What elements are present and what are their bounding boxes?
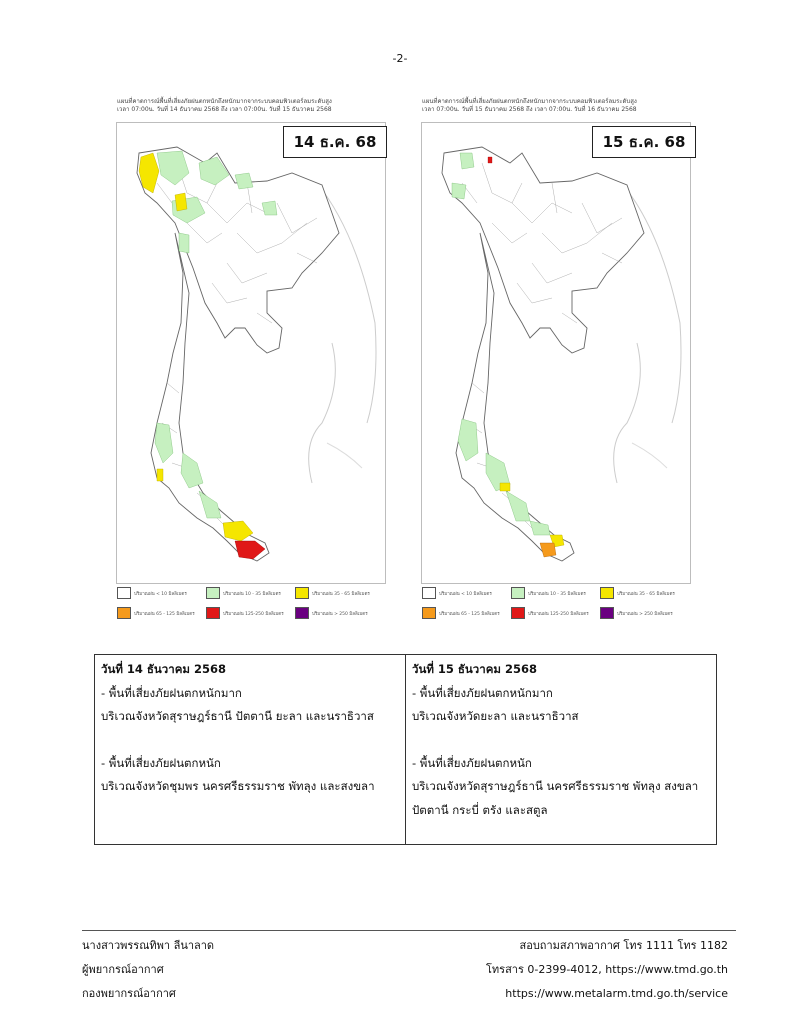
map-header-line1: แผนที่คาดการณ์พื้นที่เสี่ยงภัยฝนตกหนักถึงหนักมากจากระบบคอมพิวเตอร์ลมระดับสูง [422, 98, 637, 105]
map-header-line1: แผนที่คาดการณ์พื้นที่เสี่ยงภัยฝนตกหนักถึงหนักมากจากระบบคอมพิวเตอร์ลมระดับสูง [117, 98, 332, 105]
very-heavy-title: - พื้นที่เสี่ยงภัยฝนตกหนักมาก [412, 685, 553, 700]
contact-fax-website: โทรสาร 0-2399-4012, https://www.tmd.go.th [486, 963, 728, 976]
legend-item: ปริมาณฝน 10 - 35 มิลลิเมตร [511, 586, 600, 600]
very-heavy-area: บริเวณจังหวัดสุราษฎร์ธานี ปัตตานี ยะลา และนราธิวาส [101, 709, 374, 723]
forecast-day1 [95, 655, 406, 844]
forecast-day2 [406, 655, 716, 844]
date-label-box: 14 ธ.ค. 68 [283, 126, 387, 158]
footer-forecaster [82, 934, 214, 1006]
legend-item: ปริมาณฝน < 10 มิลลิเมตร [422, 586, 511, 600]
heavy-area: บริเวณจังหวัดสุราษฎร์ธานี นครศรีธรรมราช พัทลุง สงขลา [412, 779, 699, 793]
map-image [116, 122, 386, 584]
very-heavy-title: - พื้นที่เสี่ยงภัยฝนตกหนักมาก [101, 685, 242, 700]
legend-item: ปริมาณฝน 65 - 125 มิลลิเมตร [117, 606, 206, 620]
map-header-line2: เวลา 07:00น. วันที่ 14 ธันวาคม 2568 ถึง เวลา 07:00น. วันที่ 15 ธันวาคม 2568 [117, 106, 332, 113]
legend-item: ปริมาณฝน < 10 มิลลิเมตร [117, 586, 206, 600]
rain-map-day2 [418, 96, 692, 624]
legend-item: ปริมาณฝน 65 - 125 มิลลิเมตร [422, 606, 511, 620]
footer-divider [82, 930, 736, 931]
map-header [422, 98, 682, 114]
heavy-title: - พื้นที่เสี่ยงภัยฝนตกหนัก [412, 755, 532, 770]
forecaster-role: ผู้พยากรณ์อากาศ [82, 963, 164, 976]
map-legend [422, 586, 690, 626]
contact-phone: สอบถามสภาพอากาศ โทร 1111 โทร 1182 [519, 939, 728, 952]
legend-item: ปริมาณฝน 10 - 35 มิลลิเมตร [206, 586, 295, 600]
day-heading: วันที่ 15 ธันวาคม 2568 [412, 662, 537, 676]
heavy-title: - พื้นที่เสี่ยงภัยฝนตกหนัก [101, 755, 221, 770]
heavy-area: บริเวณจังหวัดชุมพร นครศรีธรรมราช พัทลุง และสงขลา [101, 779, 375, 793]
legend-item: ปริมาณฝน 35 - 65 มิลลิเมตร [295, 586, 384, 600]
contact-service-link[interactable]: https://www.metalarm.tmd.go.th/service [505, 987, 728, 1000]
thailand-map [117, 123, 385, 583]
legend-item: ปริมาณฝน 35 - 65 มิลลิเมตร [600, 586, 689, 600]
legend-item: ปริมาณฝน 125-250 มิลลิเมตร [511, 606, 600, 620]
rain-map-day1 [113, 96, 387, 624]
legend-item: ปริมาณฝน > 250 มิลลิเมตร [600, 606, 689, 620]
heavy-area-continued: ปัตตานี กระบี่ ตรัง และสตูล [412, 802, 548, 817]
very-heavy-area: บริเวณจังหวัดยะลา และนราธิวาส [412, 709, 579, 723]
forecast-table [94, 654, 717, 845]
legend-item: ปริมาณฝน 125-250 มิลลิเมตร [206, 606, 295, 620]
page-number: -2- [392, 52, 408, 65]
map-header [117, 98, 377, 114]
map-header-line2: เวลา 07:00น. วันที่ 15 ธันวาคม 2568 ถึง เวลา 07:00น. วันที่ 16 ธันวาคม 2568 [422, 106, 637, 113]
thailand-map [422, 123, 690, 583]
forecaster-division: กองพยากรณ์อากาศ [82, 987, 176, 1000]
footer-contact [486, 934, 728, 1006]
forecaster-name: นางสาวพรรณทิพา ลีนาลาด [82, 939, 215, 952]
legend-item: ปริมาณฝน > 250 มิลลิเมตร [295, 606, 384, 620]
date-label-box: 15 ธ.ค. 68 [592, 126, 696, 158]
map-legend [117, 586, 385, 626]
day-heading: วันที่ 14 ธันวาคม 2568 [101, 662, 226, 676]
map-image [421, 122, 691, 584]
